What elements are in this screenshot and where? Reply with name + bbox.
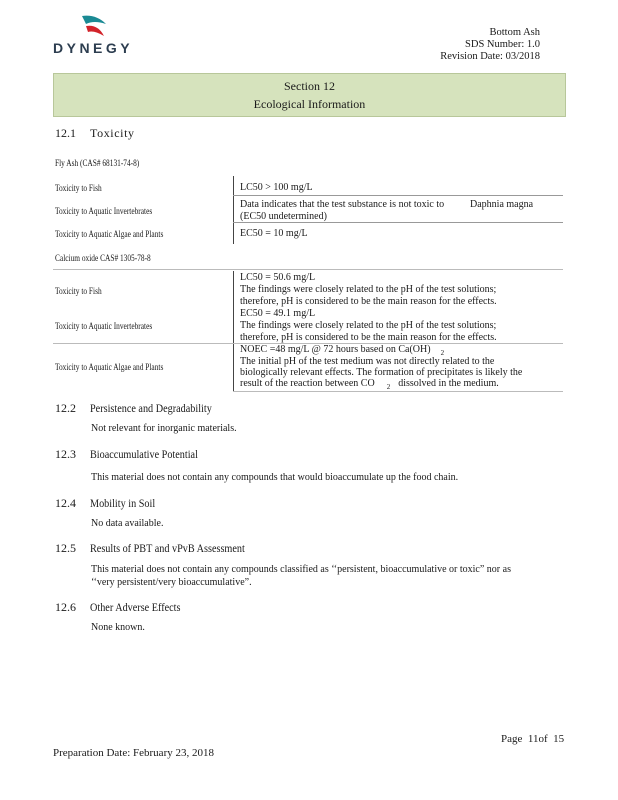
subsection-title-toxicity: Toxicity bbox=[90, 126, 135, 140]
fly-invertebrates-label: Toxicity to Aquatic Invertebrates bbox=[55, 206, 153, 216]
dynegy-logo-icon bbox=[80, 14, 108, 40]
sds-number: SDS Number: 1.0 bbox=[465, 39, 540, 50]
fly-ash-heading: Fly Ash (CAS# 68131-74-8) bbox=[55, 158, 140, 168]
calcium-algae-label: Toxicity to Aquatic Algae and Plants bbox=[55, 362, 164, 372]
calcium-fish-note-2: therefore, pH is considered to be the main reason for the effects. bbox=[240, 296, 497, 307]
subsection-number-12-1: 12.1 bbox=[55, 126, 76, 140]
product-name: Bottom Ash bbox=[489, 27, 540, 38]
table-divider bbox=[233, 176, 234, 244]
fly-algae-value: EC50 = 10 mg/L bbox=[240, 228, 308, 239]
subsection-title-other-effects: Other Adverse Effects bbox=[90, 600, 181, 614]
subsection-title-bioaccumulative: Bioaccumulative Potential bbox=[90, 447, 198, 461]
pbt-text-1: This material does not contain any compounds classified as ‘‘persistent, bioaccumulative or toxic” nor as bbox=[91, 564, 511, 575]
subsection-number-12-3: 12.3 bbox=[55, 447, 76, 461]
calcium-algae-noec bbox=[240, 344, 444, 356]
calcium-invertebrates-note-2: therefore, pH is considered to be the main reason for the effects. bbox=[240, 332, 497, 343]
calcium-fish-lc50: LC50 = 50.6 mg/L bbox=[240, 272, 316, 283]
fly-invertebrates-value-c: (EC50 undetermined) bbox=[240, 211, 327, 222]
calcium-algae-note-3 bbox=[240, 378, 499, 390]
calcium-algae-note-3a: result of the reaction between CO bbox=[240, 378, 375, 389]
subsection-number-12-4: 12.4 bbox=[55, 496, 76, 510]
document-info bbox=[440, 27, 540, 63]
pbt-text-2: ‘‘very persistent/very bioaccumulative”. bbox=[91, 577, 252, 588]
fly-algae-label: Toxicity to Aquatic Algae and Plants bbox=[55, 229, 164, 239]
table-divider bbox=[233, 271, 234, 391]
calcium-algae-note-1: The initial pH of the test medium was not directly related to the bbox=[240, 356, 495, 367]
calcium-invertebrates-ec50: EC50 = 49.1 mg/L bbox=[240, 308, 316, 319]
company-logo-text: DYNEGY bbox=[53, 40, 134, 56]
fly-fish-label: Toxicity to Fish bbox=[55, 183, 102, 193]
subsection-title-mobility: Mobility in Soil bbox=[90, 496, 156, 510]
subsection-number-12-6: 12.6 bbox=[55, 600, 76, 614]
calcium-oxide-heading: Calcium oxide CAS# 1305-78-8 bbox=[55, 253, 151, 263]
section-title: Ecological Information bbox=[253, 97, 366, 111]
subsection-title-persistence: Persistence and Degradability bbox=[90, 401, 212, 415]
calcium-fish-label: Toxicity to Fish bbox=[55, 286, 102, 296]
revision-date: Revision Date: 03/2018 bbox=[440, 51, 540, 62]
fly-invertebrates-value-a: Data indicates that the test substance is not toxic to bbox=[240, 199, 445, 210]
section-banner bbox=[53, 73, 566, 117]
subscript-2: 2 bbox=[386, 383, 391, 391]
preparation-date: Preparation Date: February 23, 2018 bbox=[53, 747, 214, 759]
section-number: Section 12 bbox=[284, 79, 335, 93]
calcium-algae-note-2: biologically relevant effects. The formation of precipitates is likely the bbox=[240, 367, 523, 378]
fly-invertebrates-species: Daphnia magna bbox=[470, 199, 534, 210]
subsection-number-12-2: 12.2 bbox=[55, 401, 76, 415]
fly-fish-value: LC50 > 100 mg/L bbox=[240, 182, 313, 193]
row-separator bbox=[233, 222, 563, 223]
persistence-text: Not relevant for inorganic materials. bbox=[91, 423, 237, 434]
calcium-algae-noec-text: NOEC =48 mg/L @ 72 hours based on Ca(OH) bbox=[240, 344, 431, 355]
calcium-invertebrates-note-1: The findings were closely related to the pH of the test solutions; bbox=[240, 320, 497, 331]
row-separator bbox=[233, 195, 563, 196]
bioaccumulative-text: This material does not contain any compounds that would bioaccumulate up the food chain. bbox=[91, 472, 459, 483]
table-top-border bbox=[53, 269, 563, 270]
calcium-algae-note-3b: dissolved in the medium. bbox=[398, 378, 499, 389]
calcium-fish-note-1: The findings were closely related to the pH of the test solutions; bbox=[240, 284, 497, 295]
page-number: Page 11of 15 bbox=[501, 733, 565, 745]
subsection-number-12-5: 12.5 bbox=[55, 541, 76, 555]
subscript-2: 2 bbox=[440, 349, 445, 357]
mobility-text: No data available. bbox=[91, 518, 164, 529]
calcium-invertebrates-label: Toxicity to Aquatic Invertebrates bbox=[55, 321, 153, 331]
other-effects-text: None known. bbox=[91, 622, 145, 633]
subsection-title-pbt: Results of PBT and vPvB Assessment bbox=[90, 541, 245, 555]
table-bottom-border bbox=[233, 391, 563, 392]
